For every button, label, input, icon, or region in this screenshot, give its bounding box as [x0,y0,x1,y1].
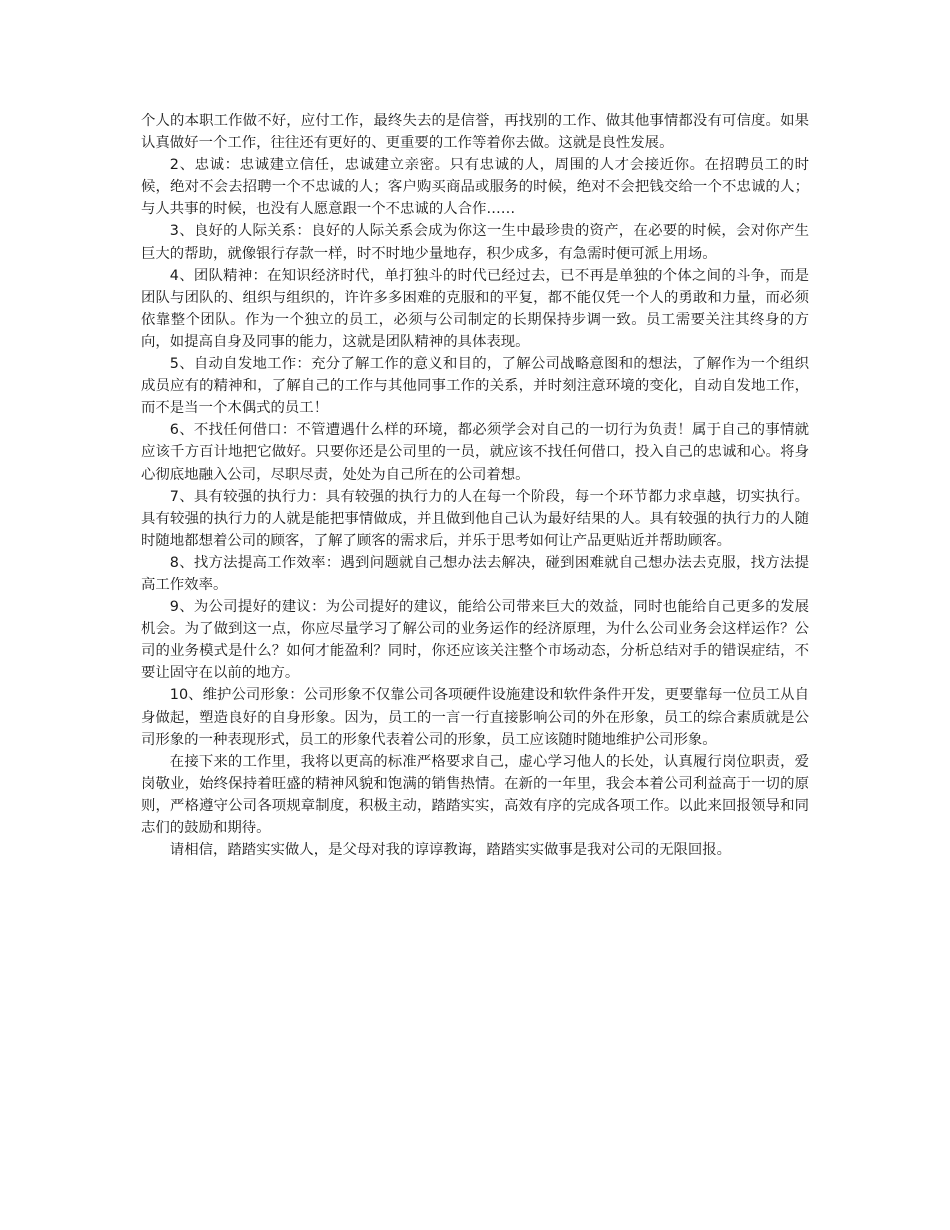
paragraph-loyalty: 2、忠诚：忠诚建立信任，忠诚建立亲密。只有忠诚的人，周围的人才会接近你。在招聘员工的时候，绝对不会去招聘一个不忠诚的人；客户购买商品或服务的时候，绝对不会把钱交给一个不忠诚的人；与人共事的时候，也没有人愿意跟一个不忠诚的人合作…… [141,157,809,218]
paragraph-execution: 7、具有较强的执行力：具有较强的执行力的人在每一个阶段，每一个环节都力求卓越，切实执行。具有较强的执行力的人就是能把事情做成，并且做到他自己认为最好结果的人。具有较强的执行力的人随时随地都想着公司的顾客，了解了顾客的需求后，并乐于思考如何让产品更贴近并帮助顾客。 [141,488,809,549]
paragraph-continuation: 个人的本职工作做不好，应付工作，最终失去的是信誉，再找别的工作、做其他事情都没有可信度。如果认真做好一个工作，往往还有更好的、更重要的工作等着你去做。这就是良性发展。 [141,113,809,152]
paragraph-plans: 在接下来的工作里，我将以更高的标准严格要求自己，虚心学习他人的长处，认真履行岗位职责，爱岗敬业，始终保持着旺盛的精神风貌和饱满的销售热情。在新的一年里，我会本着公司利益高于一切的原则，严格遵守公司各项规章制度，积极主动，踏踏实实，高效有序的完成各项工作。以此来回报领导和同志们的鼓励和期待。 [141,753,809,836]
paragraph-self-motivation: 5、自动自发地工作：充分了解工作的意义和目的，了解公司战略意图和的想法，了解作为一个组织成员应有的精神和，了解自己的工作与其他同事工作的关系，并时刻注意环境的变化，自动自发地工作，而不是当一个木偶式的员工！ [141,356,809,417]
paragraph-company-image: 10、维护公司形象：公司形象不仅靠公司各项硬件设施建设和软件条件开发，更要靠每一位员工从自身做起，塑造良好的自身形象。因为，员工的一言一行直接影响公司的外在形象，员工的综合素质就是公司形象的一种表现形式，员工的形象代表着公司的形象，员工应该随时随地维护公司形象。 [141,687,809,748]
paragraph-team-spirit: 4、团队精神：在知识经济时代，单打独斗的时代已经过去，已不再是单独的个体之间的斗争，而是团队与团队的、组织与组织的，许许多多困难的克服和的平复，都不能仅凭一个人的勇敢和力量，而必须依靠整个团队。作为一个独立的员工，必须与公司制定的长期保持步调一致。员工需要关注其终身的方向，如提高自身及同事的能力，这就是团队精神的具体表现。 [141,267,809,350]
document-body [141,110,809,861]
paragraph-closing: 请相信，踏踏实实做人，是父母对我的谆谆教诲，踏踏实实做事是我对公司的无限回报。 [169,842,732,859]
paragraph-no-excuses: 6、不找任何借口：不管遭遇什么样的环境，都必须学会对自己的一切行为负责！属于自己的事情就应该千方百计地把它做好。只要你还是公司里的一员，就应该不找任何借口，投入自己的忠诚和心。将身心彻底地融入公司，尽职尽责，处处为自己所在的公司着想。 [141,422,809,483]
paragraph-efficiency: 8、找方法提高工作效率：遇到问题就自己想办法去解决，碰到困难就自己想办法去克服，找方法提高工作效率。 [141,554,809,593]
paragraph-suggestions: 9、为公司提好的建议：为公司提好的建议，能给公司带来巨大的效益，同时也能给自己更多的发展机会。为了做到这一点，你应尽量学习了解公司的业务运作的经济原理，为什么公司业务会这样运作？公司的业务模式是什么？如何才能盈利？同时，你还应该关注整个市场动态，分析总结对手的错误症结，不要让固守在以前的地方。 [141,599,809,682]
paragraph-relationships: 3、良好的人际关系：良好的人际关系会成为你这一生中最珍贵的资产，在必要的时候，会对你产生巨大的帮助，就像银行存款一样，时不时地少量地存，积少成多，有急需时便可派上用场。 [141,223,809,262]
